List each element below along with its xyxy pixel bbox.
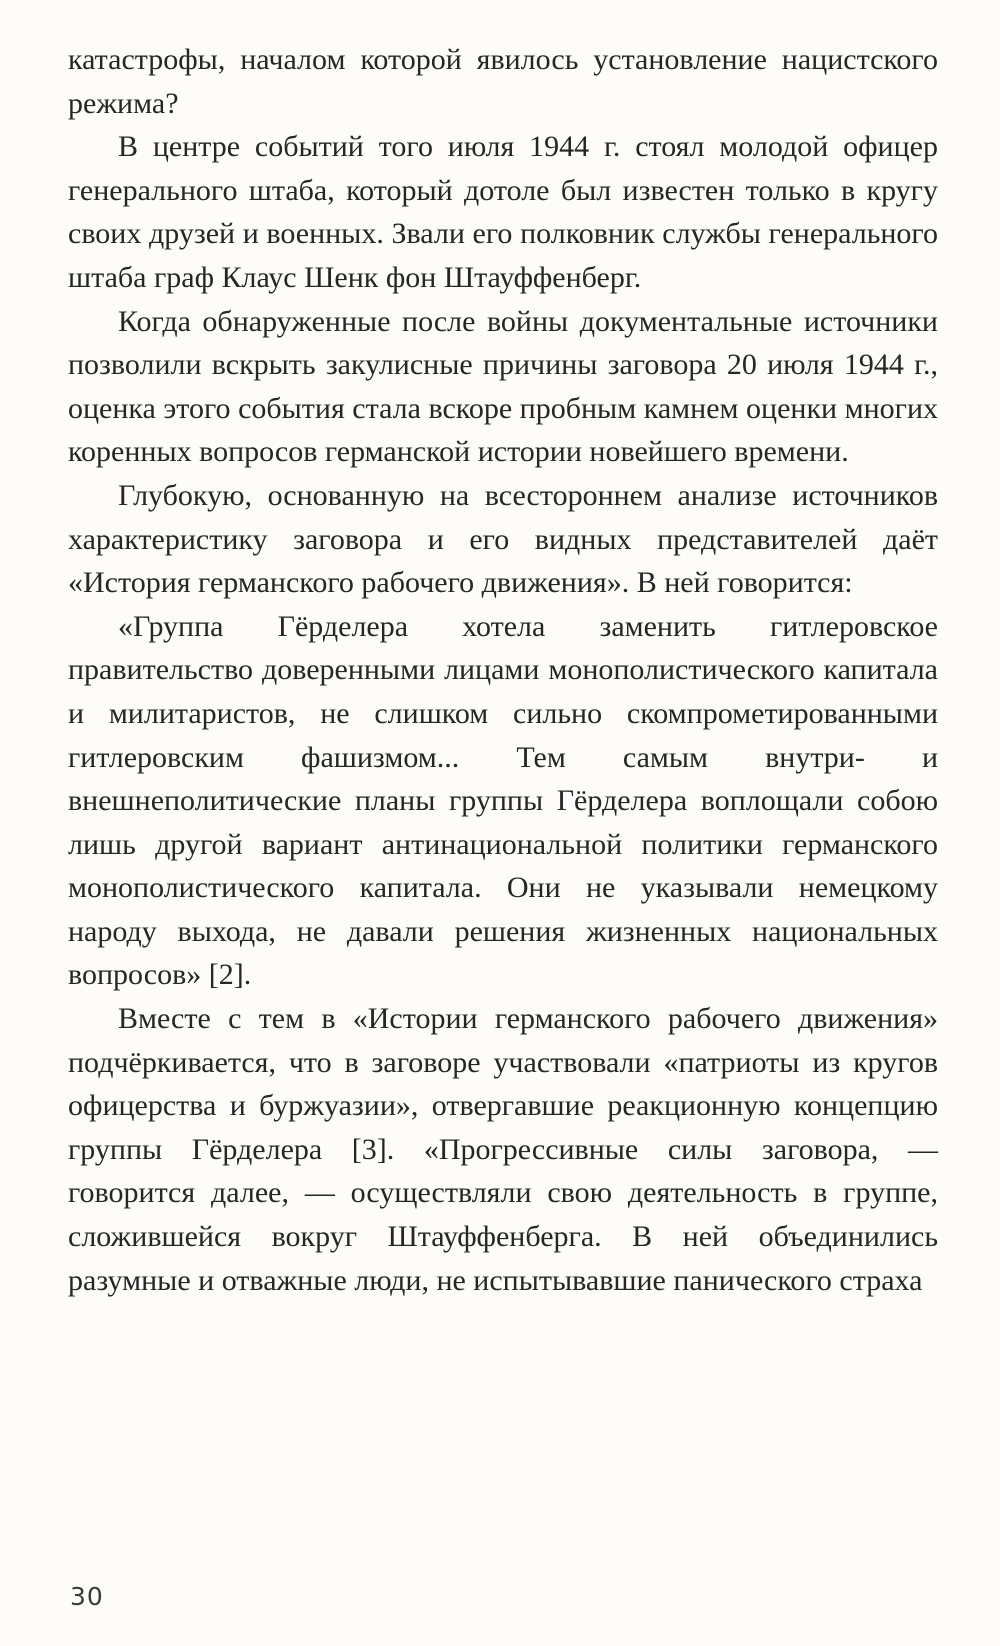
paragraph: Вместе с тем в «Истории германского рабочего движения» подчёркивается, что в заговоре участвовали «патриоты из кругов офицерства и буржуазии», отвергавшие реакционную концепцию группы Гёрделера [3]. «Прогрессивные силы заговора, — говорится далее, — осуществляли свою деятельность в группе, сложившейся вокруг Штауффенберга. В ней объединились разумные и отважные люди, не испытывавшие панического страха [68,1002,938,1297]
paragraph: Когда обнаруженные после войны документальные источники позволили вскрыть закулисные причины заговора 20 июля 1944 г., оценка этого события стала вскоре пробным камнем оценки многих коренных вопросов германской истории новейшего времени. [68,304,938,469]
paragraph-quote: «Группа Гёрделера хотела заменить гитлеровское правительство доверенными лицами монополистического капитала и милитаристов, не слишком сильно скомпрометированными гитлеровским фашизмом... Тем самым внутри- и внешнеполитические планы группы Гёрделера воплощали собою лишь другой вариант антинациональной политики германского монополистического капитала. Они не указывали немецкому народу выхода, не давали решения жизненных национальных вопросов» [2]. [68,609,938,992]
paragraph-continuation: катастрофы, началом которой явилось установление нацистского режима? [68,43,938,120]
paragraph: Глубокую, основанную на всестороннем анализе источников характеристику заговора и его видных представителей даёт «История германского рабочего движения». В ней говорится: [68,478,938,600]
paragraph: В центре событий того июля 1944 г. стоял молодой офицер генерального штаба, который дотоле был известен только в кругу своих друзей и военных. Звали его полковник службы генерального штаба граф Клаус Шенк фон Штауффенберг. [68,130,938,294]
page-number: 30 [70,1582,104,1611]
page-body [68,38,938,1302]
